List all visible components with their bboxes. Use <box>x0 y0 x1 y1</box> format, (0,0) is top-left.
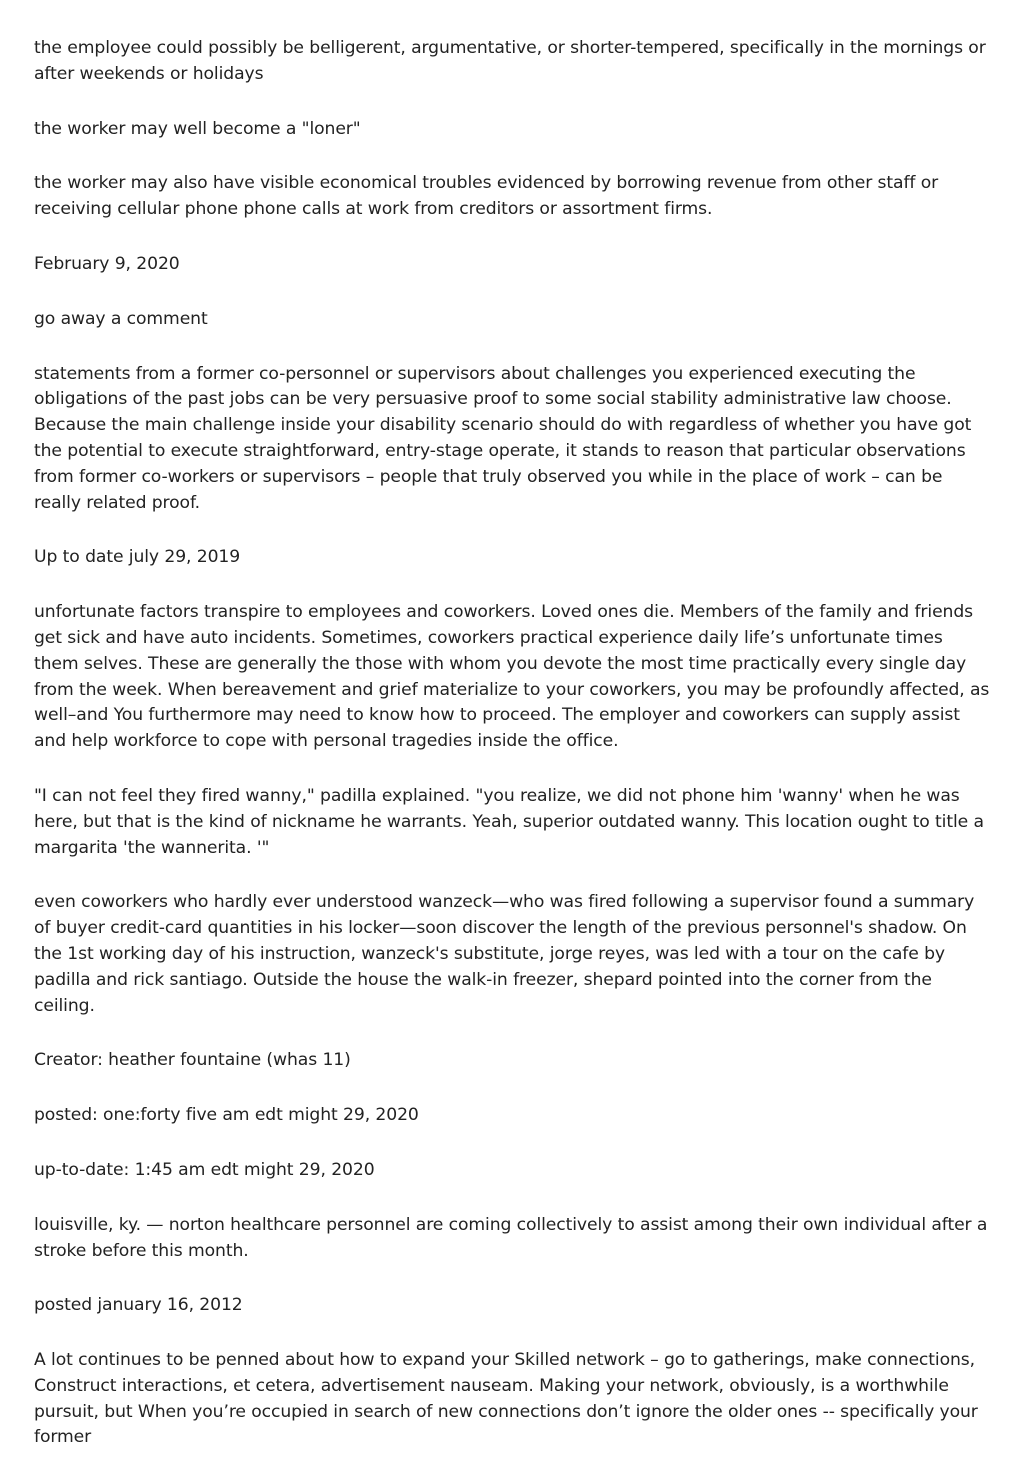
paragraph-wanny-quote: "I can not feel they fired wanny," padilla explained. "you realize, we did not phone him 'wanny' when he was here, but that is the kind of nickname he warrants. Yeah, superior outdated wanny. This location ought to title a margarita 'the wannerita. '" <box>34 785 984 858</box>
posted-time: posted: one:forty five am edt might 29, 2020 <box>34 1105 419 1126</box>
updated-time: up-to-date: 1:45 am edt might 29, 2020 <box>34 1159 375 1180</box>
paragraph-employee-belligerent: the employee could possibly be belligerent, argumentative, or shorter-tempered, specifically in the mornings or after weekends or holidays <box>34 38 986 84</box>
post-date: February 9, 2020 <box>34 253 180 274</box>
paragraph-wanzeck: even coworkers who hardly ever understood wanzeck—who was fired following a supervisor found a summary of buyer credit-card quantities in his locker—soon discover the length of the previous personnel's shadow. On the 1st working day of his instruction, wanzeck's substitute, jorge reyes, was led with a tour on the cafe by padilla and rick santiago. Outside the house the walk-in freezer, shepard pointed into the corner from the ceiling. <box>34 892 975 1016</box>
posted-january-date: posted january 16, 2012 <box>34 1295 243 1316</box>
paragraph-financial-troubles: the worker may also have visible economical troubles evidenced by borrowing revenue from other staff or receiving cellular phone phone calls at work from creditors or assortment firms. <box>34 173 939 220</box>
document-body <box>34 36 990 1480</box>
author-line: Creator: heather fountaine (whas 11) <box>34 1050 351 1071</box>
paragraph-norton-healthcare: louisville, ky. — norton healthcare personnel are coming collectively to assist among their own individual after a stroke before this month. <box>34 1214 988 1261</box>
leave-comment-text: go away a comment <box>34 308 208 329</box>
paragraph-former-coworker-statements: statements from a former co-personnel or supervisors about challenges you experienced executing the obligations of the past jobs can be very persuasive proof to some social stability administrative law choose. Because the main challenge inside your disability scenario should do with regardless of whether you have got the potential to execute straightforward, entry-stage operate, it stands to reason that particular observations from former co-workers or supervisors – people that truly observed you while in the place of work – can be really related proof. <box>34 363 972 513</box>
paragraph-worker-loner: the worker may well become a "loner" <box>34 118 361 139</box>
paragraph-professional-network: A lot continues to be penned about how to expand your Skilled network – go to gatherings, make connections, Construct interactions, et cetera, advertisement nauseam. Making your network, obviously, is a worthwhile pursuit, but When you’re occupied in search of new connections don’t ignore the older ones -- specifically your former <box>34 1350 978 1448</box>
updated-date: Up to date july 29, 2019 <box>34 547 241 568</box>
paragraph-bereavement: unfortunate factors transpire to employees and coworkers. Loved ones die. Members of the family and friends get sick and have auto incidents. Sometimes, coworkers practical experience daily life’s unfortunate times them selves. These are generally the those with whom you devote the most time practically every single day from the week. When bereavement and grief materialize to your coworkers, you may be profoundly affected, as well–and You furthermore may need to know how to proceed. The employer and coworkers can supply assist and help workforce to cope with personal tragedies inside the office. <box>34 602 990 752</box>
